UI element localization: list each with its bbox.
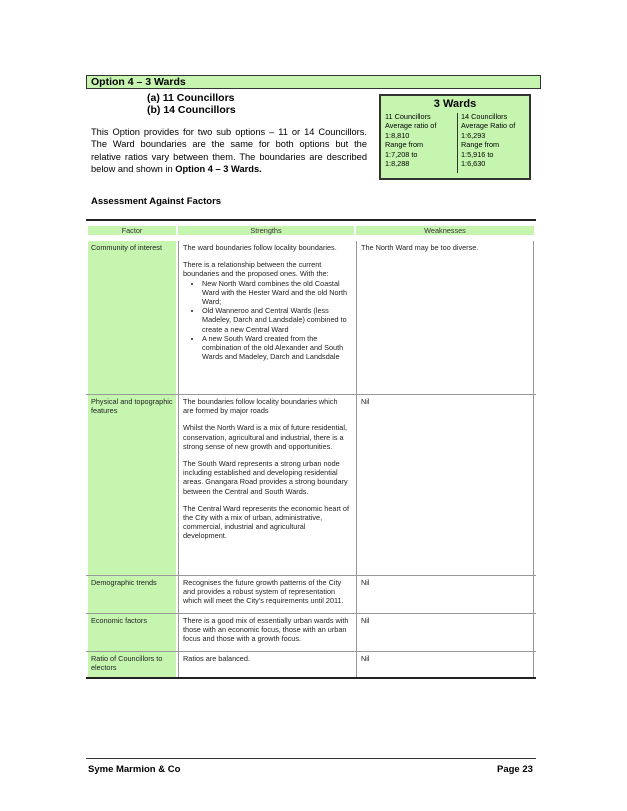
wards-14-councillors-column	[461, 112, 529, 168]
weakness-cell: Nil	[356, 652, 534, 677]
strengths-cell	[178, 241, 354, 394]
wards-box-divider	[457, 113, 458, 173]
factor-cell: Economic factors	[88, 614, 176, 651]
wards-right-line: 1:6,293	[461, 130, 486, 140]
weakness-cell: Nil	[356, 576, 534, 613]
table-top-rule	[86, 219, 536, 221]
strength-paragraph: Whilst the North Ward is a mix of future residential, conservation, agricultural and industrial, there is a strong sense of new growth and opportunities.	[183, 423, 347, 451]
weakness-cell: The North Ward may be too diverse.	[356, 241, 534, 394]
table-row	[86, 576, 536, 613]
footer-page-number: Page 23	[497, 764, 533, 775]
factor-cell: Community of interest	[88, 241, 176, 394]
strengths-cell: Ratios are balanced.	[178, 652, 354, 677]
factor-cell: Ratio of Councillors to electors	[88, 652, 176, 677]
weakness-cell: Nil	[356, 395, 534, 575]
assessment-table	[86, 219, 536, 680]
wards-right-line: 1:6,630	[461, 159, 486, 169]
assessment-heading: Assessment Against Factors	[91, 196, 222, 207]
footer-rule	[86, 758, 536, 759]
table-row	[86, 241, 536, 394]
wards-left-line: 11 Councillors	[385, 112, 431, 121]
option-title-bar: Option 4 – 3 Wards	[86, 75, 541, 89]
header-factor: Factor	[88, 226, 176, 235]
factor-cell: Physical and topographic features	[88, 395, 176, 575]
strength-paragraph: The South Ward represents a strong urban node including established and developing residential areas. Gnangara Road provides a strong boundary between the Central and South Wards.	[183, 459, 348, 496]
strength-paragraph: There is a relationship between the current boundaries and the proposed ones. With the:	[183, 260, 329, 279]
list-item: • New North Ward combines the old Coastal Ward with the Hester Ward and the old North Ward;	[202, 279, 350, 307]
header-strengths: Strengths	[178, 226, 354, 235]
header-weaknesses: Weaknesses	[356, 226, 534, 235]
table-row	[86, 652, 536, 677]
strength-bullet-list	[183, 279, 350, 362]
list-item: • Old Wanneroo and Central Wards (less Madeley, Darch and Landsdale) combined to create a new Central Ward	[202, 306, 350, 334]
strengths-cell	[178, 395, 354, 575]
sub-option-b: (b) 14 Councillors	[147, 104, 236, 116]
wards-right-line: Average Ratio of	[461, 121, 516, 131]
strength-paragraph: The ward boundaries follow locality boundaries.	[183, 243, 337, 252]
intro-text: This Option provides for two sub options – 11 or 14 Councillors. The Ward boundaries are the same for both options but the relative ratios vary between them. The boundaries are described below and shown in	[91, 127, 367, 175]
factor-cell: Demographic trends	[88, 576, 176, 613]
strength-paragraph: The Central Ward represents the economic heart of the City with a mix of urban, administrative, commercial, industrial and agricultural development.	[183, 503, 350, 541]
list-item: • A new South Ward created from the combination of the old Alexander and South Wards and Madeley, Darch and Landsdale	[202, 334, 350, 362]
table-row	[86, 614, 536, 651]
sub-option-a: (a) 11 Councillors	[147, 92, 235, 104]
wards-left-line: 1:8,810	[385, 130, 410, 140]
strengths-cell: There is a good mix of essentially urban wards with those with an economic focus, those with an urban focus and those with a growth focus.	[178, 614, 354, 651]
table-row	[86, 395, 536, 575]
wards-left-line: Range from	[385, 140, 424, 150]
intro-paragraph	[91, 126, 367, 176]
wards-summary-box	[379, 94, 531, 180]
wards-left-line: 1:8,288	[385, 159, 410, 169]
wards-left-line: Average ratio of	[385, 121, 437, 131]
wards-right-line: 1:5,916 to	[461, 149, 494, 159]
weakness-cell: Nil	[356, 614, 534, 651]
intro-bold-ref: Option 4 – 3 Wards.	[175, 164, 262, 175]
footer-company: Syme Marmion & Co	[88, 764, 181, 775]
strength-paragraph: The boundaries follow locality boundaries which are formed by major roads	[183, 397, 338, 416]
wards-right-line: 14 Councillors	[461, 112, 508, 121]
wards-box-title: 3 Wards	[433, 98, 477, 110]
wards-right-line: Range from	[461, 140, 500, 150]
strengths-cell: Recognises the future growth patterns of the City and provides a robust system of representation which will meet the City's requirements until 2011.	[178, 576, 354, 613]
wards-left-line: 1:7,208 to	[385, 149, 418, 159]
table-bottom-rule	[86, 677, 536, 679]
wards-11-councillors-column	[385, 112, 453, 168]
